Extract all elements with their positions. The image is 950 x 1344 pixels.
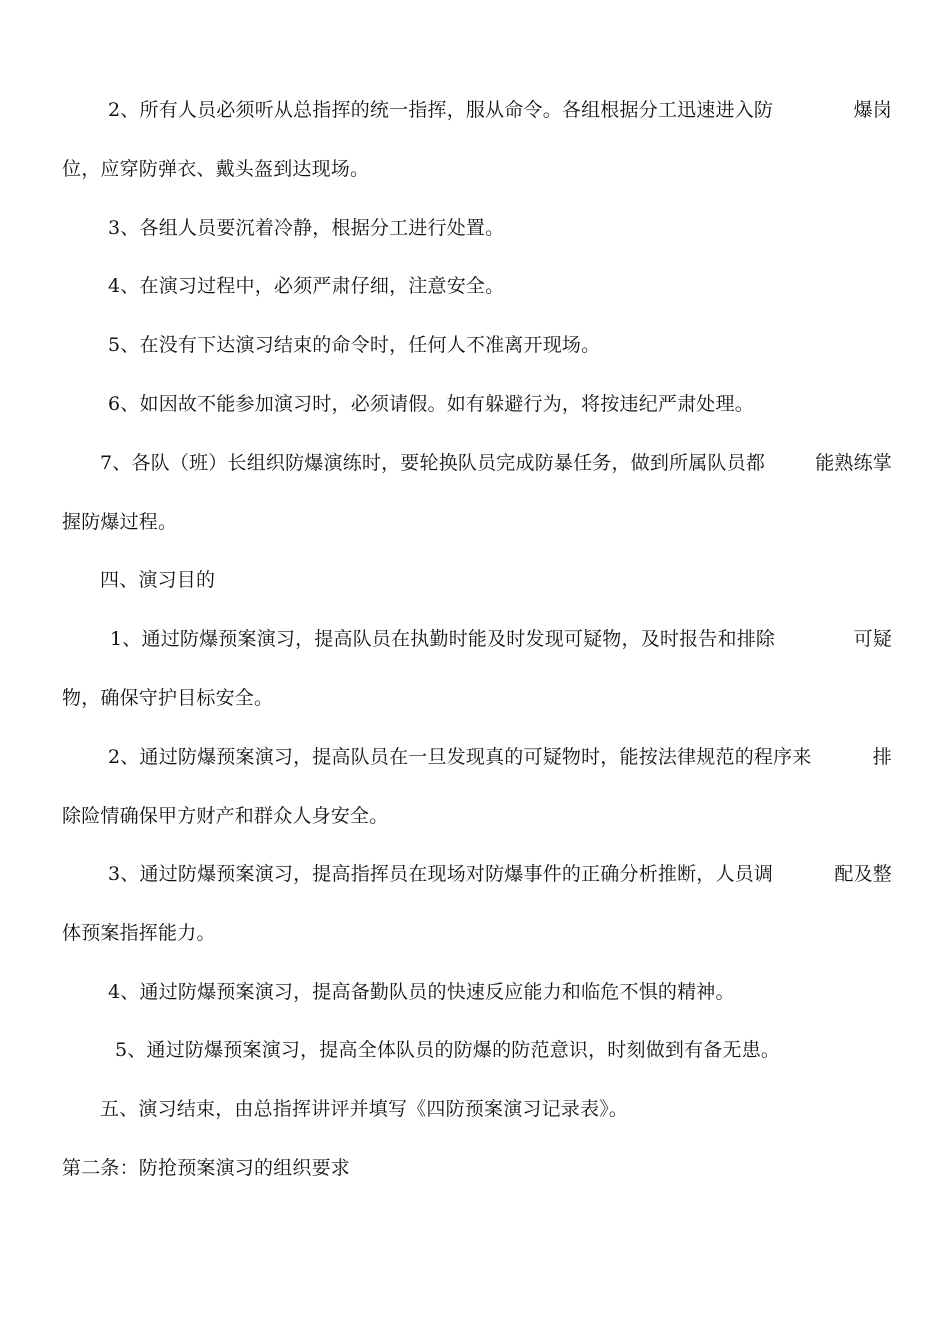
paragraph-item-2-line-1: [0, 98, 950, 122]
goal-item-3-line-1: [0, 862, 950, 886]
goal-item-4: 4、通过防爆预案演习，提高备勤队员的快速反应能力和临危不惧的精神。: [108, 981, 735, 1003]
paragraph-item-7-line-2: 握防爆过程。: [62, 511, 178, 533]
paragraph-item-5: 5、在没有下达演习结束的命令时，任何人不准离开现场。: [108, 334, 601, 356]
paragraph-text-tail: 爆岗: [853, 99, 892, 121]
article-heading: 第二条：防抢预案演习的组织要求: [62, 1157, 351, 1179]
paragraph-text: 2、所有人员必须听从总指挥的统一指挥，服从命令。各组根据分工迅速进入防: [108, 99, 774, 121]
paragraph-text: 3、通过防爆预案演习，提高指挥员在现场对防爆事件的正确分析推断，人员调: [108, 863, 774, 885]
goal-item-1-line-2: 物，确保守护目标安全。: [62, 687, 274, 709]
goal-item-2-line-2: 除险情确保甲方财产和群众人身安全。: [62, 805, 389, 827]
goal-item-2-line-1: [0, 745, 950, 769]
goal-item-5: 5、通过防爆预案演习，提高全体队员的防爆的防范意识，时刻做到有备无患。: [115, 1039, 781, 1061]
section-heading-4: 四、演习目的: [100, 569, 216, 591]
paragraph-text-tail: 配及整: [834, 863, 892, 885]
paragraph-text-tail: 能熟练掌: [815, 452, 892, 474]
paragraph-item-3: 3、各组人员要沉着冷静，根据分工进行处置。: [108, 217, 505, 239]
goal-item-3-line-2: 体预案指挥能力。: [62, 922, 216, 944]
paragraph-item-6: 6、如因故不能参加演习时，必须请假。如有躲避行为，将按违纪严肃处理。: [108, 393, 754, 415]
paragraph-text-tail: 排: [872, 746, 892, 768]
paragraph-text: 1、通过防爆预案演习，提高队员在执勤时能及时发现可疑物，及时报告和排除: [110, 628, 776, 650]
paragraph-text: 2、通过防爆预案演习，提高队员在一旦发现真的可疑物时，能按法律规范的程序来: [108, 746, 812, 768]
paragraph-text-tail: 可疑: [853, 628, 892, 650]
paragraph-item-7-line-1: [0, 451, 950, 475]
goal-item-1-line-1: [0, 627, 950, 651]
paragraph-item-4: 4、在演习过程中，必须严肃仔细，注意安全。: [108, 275, 505, 297]
paragraph-item-2-line-2: 位，应穿防弹衣、戴头盔到达现场。: [62, 158, 370, 180]
section-heading-5: 五、演习结束，由总指挥讲评并填写《四防预案演习记录表》。: [100, 1098, 629, 1120]
paragraph-text: 7、各队（班）长组织防爆演练时，要轮换队员完成防暴任务，做到所属队员都: [100, 452, 766, 474]
